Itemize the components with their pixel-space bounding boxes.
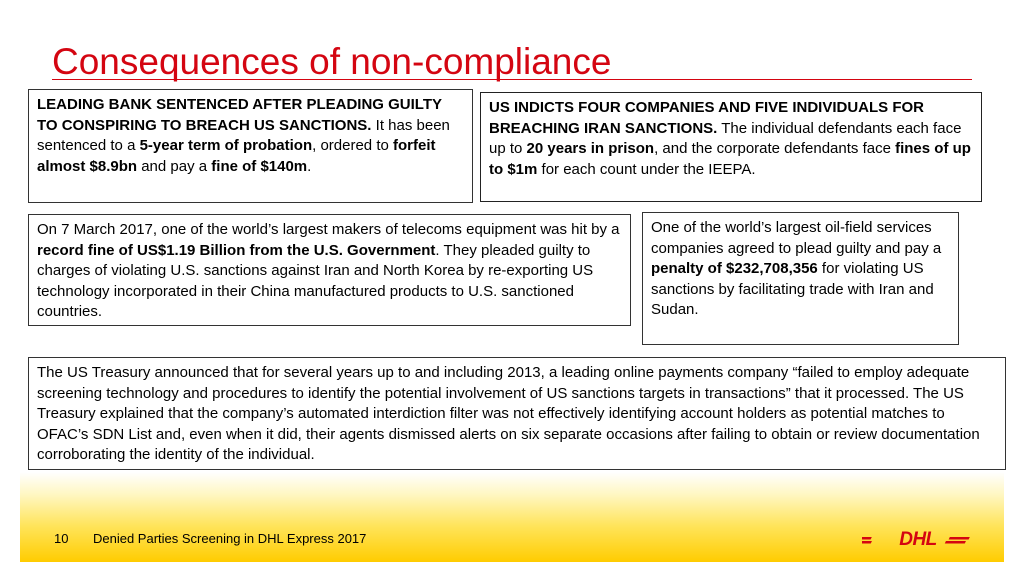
bank-text-4: . <box>307 157 312 175</box>
bank-sentence-box <box>28 89 473 203</box>
bank-bold-fine: fine of $140m <box>211 157 308 175</box>
payments-treasury-box <box>28 357 1006 470</box>
dhl-logo-icon <box>862 528 974 548</box>
iran-text-2: , and the corporate defendants face <box>654 140 896 158</box>
iran-text-3: for each count under the IEEPA. <box>537 160 756 178</box>
telecom-bold-fine: record fine of US$1.19 Billion from the U.S. Government <box>37 241 436 259</box>
svg-text:DHL: DHL <box>899 529 937 548</box>
oilfield-bold-penalty: penalty of $232,708,356 <box>651 260 818 278</box>
slide-title: Consequences of non-compliance <box>52 41 612 82</box>
oilfield-text-2: for violating US sanctions by facilitating trade with Iran and Sudan. <box>651 260 934 319</box>
bank-text-1: It has been sentenced to a <box>37 116 450 155</box>
footer-gradient-band <box>20 472 1004 562</box>
payments-text: The US Treasury announced that for several years up to and including 2013, a leading online payments company “failed to employ adequate screening technology and procedures to identify the potential involvement of US sanctions targets in transactions” that it processed. The US Treasury explained that the company’s automated interdiction filter was not effectively identifying account holders as potential matches to OFAC’s SDN List and, even when it did, their agents dismissed alerts on six separate occasions after failing to obtain or review documentation corroborating the identity of the individual. <box>37 364 980 464</box>
oilfield-penalty-box <box>642 212 959 345</box>
bank-bold-forfeit: forfeit almost $8.9bn <box>37 137 436 175</box>
page-number: 10 <box>54 531 69 546</box>
bank-text-2: , ordered to <box>312 137 393 155</box>
telecom-fine-box <box>28 214 631 326</box>
iran-indictment-box <box>480 92 982 202</box>
bank-text-3: and pay a <box>137 157 212 175</box>
bank-heading: LEADING BANK SENTENCED AFTER PLEADING GUILTY TO CONSPIRING TO BREACH US SANCTIONS. <box>37 96 442 134</box>
iran-bold-prison: 20 years in prison <box>526 140 655 158</box>
iran-text-1: The individual defendants each face up to <box>489 119 962 158</box>
iran-bold-fines: fines of up to $1m <box>489 140 971 178</box>
bank-bold-probation: 5-year term of probation <box>139 137 313 155</box>
title-underline <box>52 79 972 80</box>
telecom-text-1: On 7 March 2017, one of the world’s largest makers of telecoms equipment was hit by a <box>37 221 620 238</box>
iran-heading: US INDICTS FOUR COMPANIES AND FIVE INDIVIDUALS FOR BREACHING IRAN SANCTIONS. <box>489 99 925 137</box>
footer-caption: Denied Parties Screening in DHL Express 2017 <box>93 531 367 546</box>
oilfield-text-1: One of the world’s largest oil-field services companies agreed to plead guilty and pay a <box>651 219 942 257</box>
telecom-text-2: . They pleaded guilty to charges of violating U.S. sanctions against Iran and North Korea by re-exporting US technology incorporated in their China manufactured products to U.S. sanctioned countries. <box>37 241 594 321</box>
